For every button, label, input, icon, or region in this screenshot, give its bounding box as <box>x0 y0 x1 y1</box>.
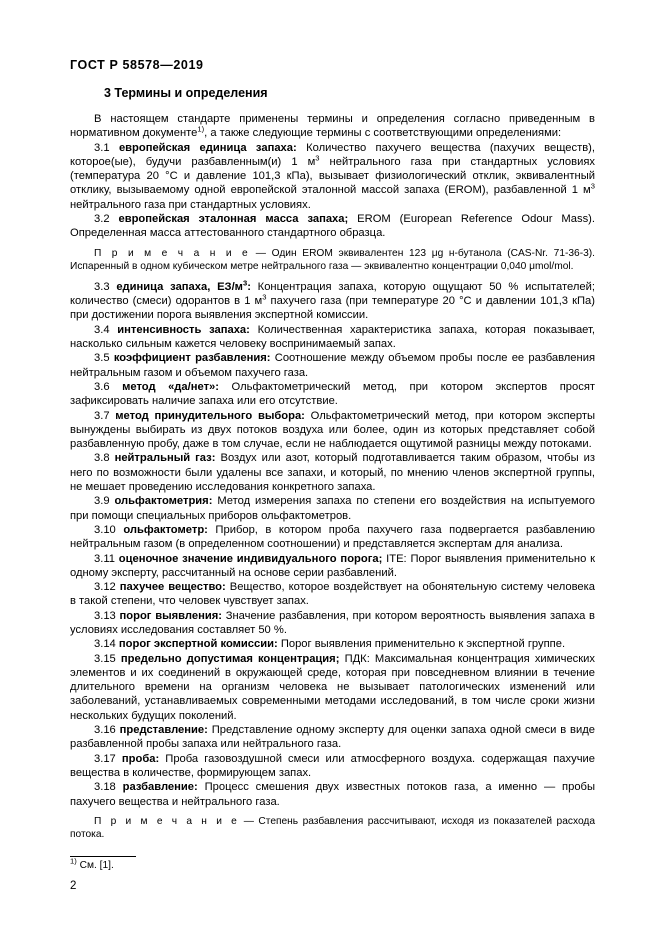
term-label: представление: <box>119 724 208 737</box>
term-3-6 <box>70 380 595 409</box>
term-definition: Проба газовоздушной смеси или атмосферного воздуха. содержащая пахучие вещества в количестве, формирующем запах. <box>70 752 595 779</box>
term-label: европейская эталонная масса запаха; <box>118 213 349 226</box>
term-number: 3.4 <box>94 323 110 336</box>
page-content <box>70 86 595 848</box>
term-label: порог выявления: <box>119 609 222 622</box>
footnote <box>70 856 114 871</box>
intro-text: В настоящем стандарте применены термины и определения согласно приведенным в нормативном документе <box>70 113 595 140</box>
term-number: 3.13 <box>94 609 116 622</box>
term-label: ольфактометрия: <box>114 495 213 508</box>
term-label: метод «да/нет»: <box>122 380 220 393</box>
term-number: 3.10 <box>94 523 116 536</box>
term-number: 3.12 <box>94 581 116 594</box>
term-label: разбавление: <box>122 781 198 794</box>
term-label: европейская единица запаха: <box>118 141 297 154</box>
term-number: 3.1 <box>94 141 110 154</box>
term-3-3 <box>70 280 595 323</box>
term-label: интенсивность запаха: <box>117 323 250 336</box>
term-3-4 <box>70 323 595 352</box>
term-3-8 <box>70 451 595 494</box>
page-number: 2 <box>70 880 77 892</box>
term-number: 3.11 <box>94 552 115 565</box>
note-1 <box>70 247 595 274</box>
term-label: коэффициент разбавления: <box>113 352 271 365</box>
term-number: 3.7 <box>94 409 110 422</box>
term-3-14 <box>70 637 595 651</box>
term-3-16 <box>70 723 595 752</box>
note-label: П р и м е ч а н и е <box>94 815 240 827</box>
intro-paragraph <box>70 112 595 141</box>
term-label: метод принудительного выбора: <box>115 409 305 422</box>
term-label: нейтральный газ: <box>114 452 216 465</box>
term-3-5 <box>70 351 595 380</box>
note-label: П р и м е ч а н и е <box>94 247 251 259</box>
term-number: 3.9 <box>94 495 110 508</box>
note-2 <box>70 815 595 842</box>
term-number: 3.14 <box>94 638 116 651</box>
term-label: порог экспертной комиссии: <box>118 638 278 651</box>
term-definition: Соотношение между объемом пробы после ее разбавления нейтральным газом и объемом пахучего газа. <box>70 352 596 379</box>
term-definition: Представление одному эксперту для оценки запаха одной смеси в виде разбавленной пробы запаха или нейтрального газа. <box>70 724 596 751</box>
term-3-18 <box>70 780 595 809</box>
term-definition: Концентрация запаха, которую ощущают 50 % испытателей; количество (смеси) одорантов в 1 $м^3$ пахучего газа (при температуре 20 °C и давлении 101,3 кПа) при достижении порога выявления экспертной комиссии. <box>70 280 595 322</box>
term-label: ольфактометр: <box>123 523 208 536</box>
term-number: 3.6 <box>94 380 110 393</box>
term-definition: ITE: Порог выявления применительно к одному эксперту, рассчитанный на основе серии разбавлений. <box>70 552 596 579</box>
term-definition: Количество пахучего вещества (пахучих веществ), которое(ые), будучи разбавленным(и) 1 $м^3$ нейтрального газа при стандартных условиях (температура 20 °C и давление 101,3 кПа), вызывает физиологический отклик, эквивалентный отклику, вызываемому одной европейской эталонной массой запаха (EROM), разбавленной 1 $м^3$ нейтрального газа при стандартных условиях. <box>70 141 595 211</box>
term-definition: Значение разбавления, при котором вероятность выявления запаха в условиях исследования составляет 50 %. <box>70 609 595 636</box>
page-header: ГОСТ Р 58578—2019 <box>70 58 204 72</box>
term-label: предельно допустимая концентрация; <box>120 652 340 665</box>
term-3-1 <box>70 141 595 212</box>
term-definition: Процесс смешения двух известных потоков газа, а именно — пробы пахучего вещества и нейтрального газа. <box>70 781 595 808</box>
footnote-marker: 1) <box>70 856 77 866</box>
term-definition: ПДК: Максимальная концентрация химических элементов и их соединений в окружающей среде, которая при повседневном влиянии в течение длительного времени на организм человека не вызывает патологических изменений или заболеваний, устанавливаемых современными методами исследований, в том числе сроки жизни нескольких будущих поколений. <box>70 652 596 722</box>
term-label: единица запаха, $ЕЗ/м^3$: <box>116 278 251 293</box>
intro-footnote-marker: 1) <box>197 124 205 134</box>
term-3-7 <box>70 409 595 452</box>
term-label: оценочное значение индивидуального порога; <box>118 552 383 565</box>
term-label: проба: <box>121 752 160 765</box>
term-number: 3.8 <box>94 452 110 465</box>
term-definition: Метод измерения запаха по степени его воздействия на испытуемого при помощи специальных приборов ольфактометров. <box>70 495 595 522</box>
term-definition: Воздух или азот, который подготавливается таким образом, чтобы из него по возможности были удалены все запахи, и который, по мнению членов экспертной группы, не мешает проведению исследования конкретного запаха. <box>70 452 596 494</box>
term-number: 3.3 <box>94 280 110 293</box>
term-number: 3.15 <box>94 652 116 665</box>
term-number: 3.5 <box>94 352 110 365</box>
term-3-2 <box>70 212 595 241</box>
term-3-12 <box>70 580 595 609</box>
footnote-text: См. [1]. <box>76 860 114 871</box>
term-3-15 <box>70 652 595 723</box>
term-3-10 <box>70 523 595 552</box>
term-definition: Ольфактометрический метод, при котором экспертов просят зафиксировать наличие запаха или его отсутствие. <box>70 380 595 408</box>
footnote-divider <box>70 856 136 857</box>
term-label: пахучее вещество: <box>119 581 226 594</box>
term-3-11 <box>70 552 595 581</box>
term-3-17 <box>70 752 595 781</box>
term-definition: Прибор, в котором проба пахучего газа подвергается разбавлению нейтральным газом (в определенном соотношении) и представляется экспертам для анализа. <box>70 523 596 551</box>
term-3-13 <box>70 609 595 638</box>
term-number: 3.17 <box>94 752 116 765</box>
term-definition: Вещество, которое воздействует на обонятельную систему человека в такой степени, что человек чувствует запах. <box>70 581 595 608</box>
term-number: 3.2 <box>94 213 110 226</box>
term-definition: Ольфактометрический метод, при котором эксперты вынуждены выбирать из двух потоков воздуха или более, один из которых представляет собой разбавленную пробу, даже в том случае, если не наблюдается ощутимой разницы между потоками. <box>70 409 596 451</box>
term-number: 3.18 <box>94 781 116 794</box>
term-3-9 <box>70 494 595 523</box>
note-text: — Один EROM эквивалентен 123 μg н-бутанола (CAS-Nr. 71-36-3). Испаренный в одном кубическом метре нейтрального газа — эквивалентно концентрации 0,040 μmol/mol. <box>70 247 595 273</box>
term-definition: Порог выявления применительно к экспертной группе. <box>277 638 566 651</box>
term-definition: EROM (European Reference Odour Mass). Определенная масса аттестованного стандартного образца. <box>70 213 595 240</box>
intro-tail: , а также следующие термины с соответствующими определениями: <box>204 127 562 140</box>
term-number: 3.16 <box>94 724 116 737</box>
term-definition: Количественная характеристика запаха, которая показывает, насколько сильным кажется человеку воспринимаемый запах. <box>70 323 596 351</box>
note-text: — Степень разбавления рассчитывают, исходя из показателей расхода потока. <box>70 815 595 841</box>
section-title: 3 Термины и определения <box>104 86 268 100</box>
